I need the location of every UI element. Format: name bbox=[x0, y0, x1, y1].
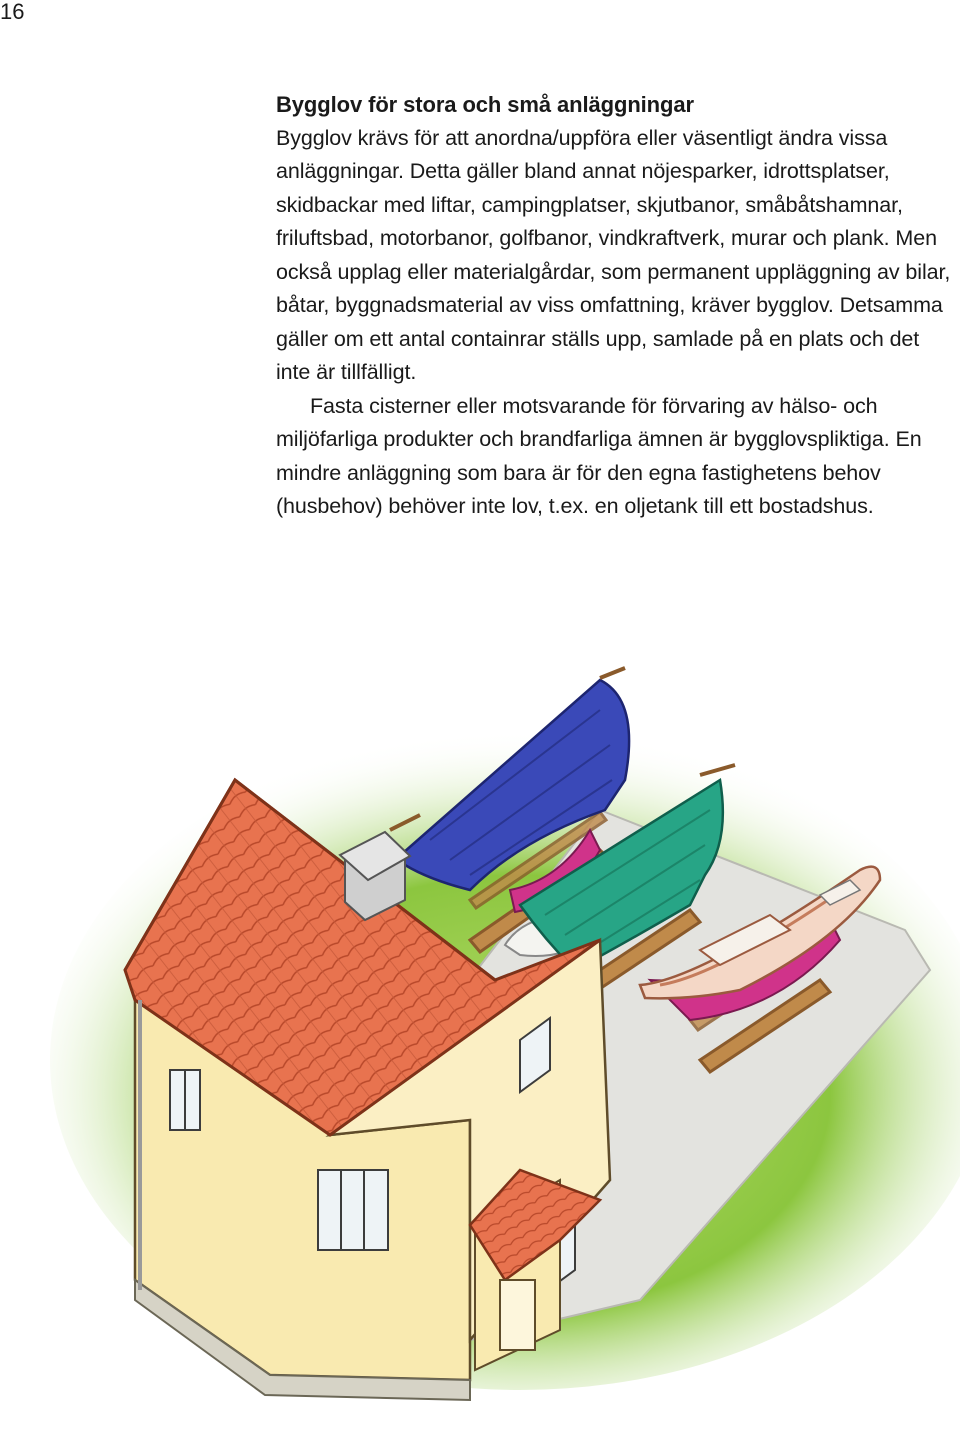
paragraph-2: Fasta cisterner eller motsvarande för förvaring av hälso- och miljöfarliga produkter och brandfarliga ämnen är bygglovspliktiga. En mindre anläggning som bara är för den egna fastighetens behov (husbehov) behöver inte lov, t.ex. en oljetank till ett bostadshus. bbox=[276, 393, 922, 518]
illustration-house-boats bbox=[0, 640, 960, 1440]
section-heading: Bygglov för stora och små anläggningar bbox=[276, 92, 694, 117]
paragraph-1: Bygglov krävs för att anordna/uppföra eller väsentligt ändra vissa anläggningar. Detta gäller bland annat nöjesparker, idrottsplatser, skidbackar med liftar, campingplatser, skjutbanor, småbåtshamnar, friluftsbad, motorbanor, golfbanor, vindkraftverk, murar och plank. Men också upplag eller materialgårdar, som permanent uppläggning av bilar, båtar, byggnadsmaterial av viss omfattning, kräver bygglov. Detsamma gäller om ett antal containrar ställs upp, samlade på en plats och det inte är tillfälligt. bbox=[276, 125, 951, 384]
window-1 bbox=[170, 1070, 200, 1130]
page-number: 16 bbox=[0, 0, 25, 24]
body-text bbox=[276, 88, 956, 524]
window-2 bbox=[318, 1170, 388, 1250]
